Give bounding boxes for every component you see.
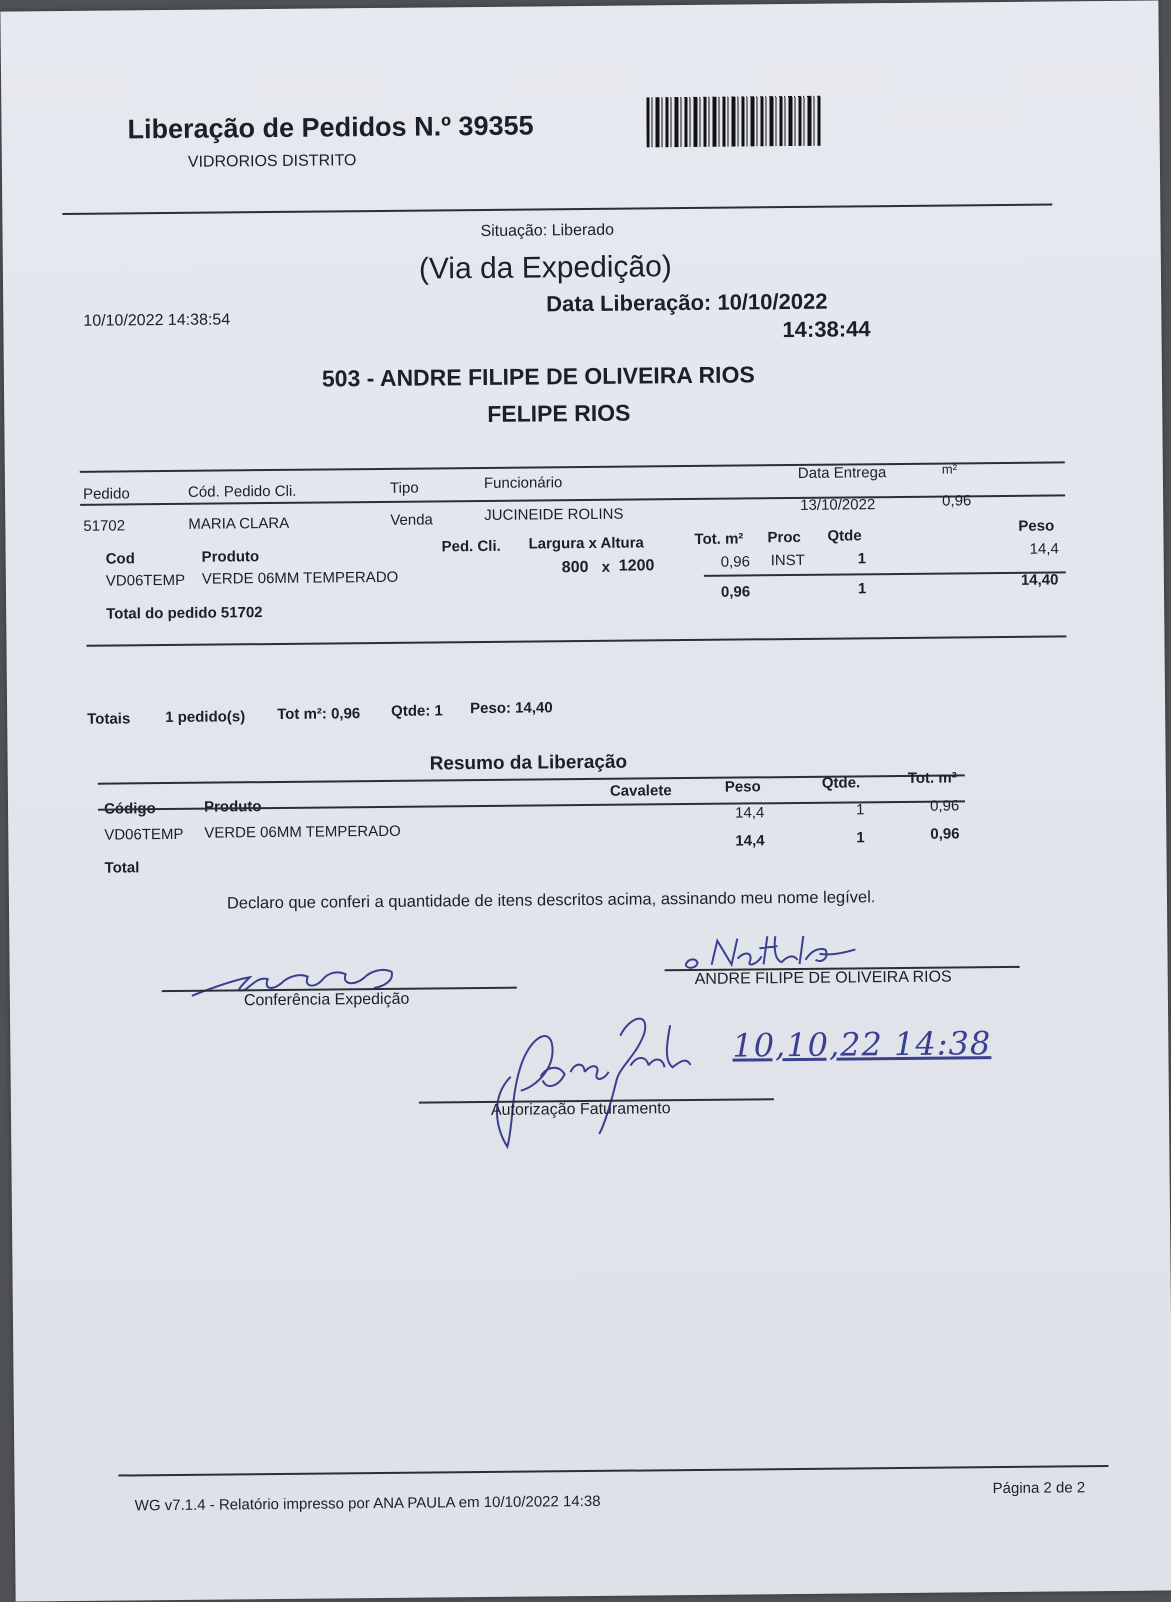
- resumo-col-codigo: Código: [103, 800, 156, 818]
- resumo-total-label: Total: [104, 859, 140, 877]
- totals-tot-m2: Tot m²: 0,96: [277, 705, 361, 723]
- document-title: Liberação de Pedidos N.º 39355: [127, 110, 534, 145]
- resumo-total-tot-m2: 0,96: [930, 825, 960, 843]
- order-top-rule: [80, 461, 1065, 472]
- order-total-label: Total do pedido 51702: [106, 604, 263, 623]
- col-m2: m²: [941, 461, 958, 477]
- resumo-col-tot-m2: Tot. m²: [907, 769, 957, 787]
- resumo-title: Resumo da Liberação: [429, 751, 628, 775]
- footer-printed-by: WG v7.1.4 - Relatório impresso por ANA PAULA em 10/10/2022 14:38: [134, 1492, 601, 1515]
- item-col-ped-cli: Ped. Cli.: [441, 537, 501, 556]
- funcionario-value: JUCINEIDE ROLINS: [484, 505, 624, 524]
- resumo-col-qtde: Qtde.: [821, 774, 861, 792]
- totals-qtde: Qtde: 1: [391, 702, 443, 720]
- cod-pedido-cli-value: MARIA CLARA: [188, 514, 290, 533]
- item-altura: 1200: [618, 557, 655, 575]
- resumo-row-codigo: VD06TEMP: [104, 825, 184, 844]
- footer-page: Página 2 de 2: [992, 1479, 1086, 1498]
- signature-cliente: [679, 929, 869, 973]
- resumo-row-produto: VERDE 06MM TEMPERADO: [204, 822, 401, 842]
- data-liberacao: Data Liberação: 10/10/2022: [546, 288, 828, 317]
- m2-value: 0,96: [942, 492, 972, 510]
- item-tot-m2: 0,96: [720, 553, 750, 571]
- resumo-col-cavalete: Cavalete: [609, 782, 672, 800]
- item-col-produto: Produto: [201, 548, 260, 566]
- item-x: x: [601, 558, 611, 576]
- autorizacao-label: Autorização Faturamento: [490, 1100, 671, 1119]
- header-rule: [62, 204, 1052, 215]
- resumo-total-peso: 14,4: [735, 832, 765, 850]
- item-total-rule: [704, 571, 1066, 576]
- resumo-total-qtde: 1: [856, 829, 865, 847]
- data-liberacao-time: 14:38:44: [782, 316, 871, 343]
- order-total-m2: 0,96: [720, 583, 751, 601]
- item-col-largura-altura: Largura x Altura: [528, 534, 644, 553]
- declaration-text: Declaro que conferi a quantidade de itens descritos acima, assinando meu nome legível.: [226, 888, 876, 913]
- pedido-value: 51702: [83, 517, 126, 535]
- col-pedido: Pedido: [82, 485, 130, 503]
- item-col-peso: Peso: [1018, 517, 1055, 535]
- totals-peso: Peso: 14,40: [470, 699, 553, 718]
- item-peso: 14,4: [1029, 540, 1059, 558]
- handwritten-date: 10,10,22 14:38: [732, 1024, 992, 1065]
- item-produto: VERDE 06MM TEMPERADO: [201, 568, 399, 588]
- situacao: Situação: Liberado: [480, 221, 615, 240]
- client-nickname: FELIPE RIOS: [487, 399, 631, 427]
- resumo-col-peso: Peso: [724, 778, 761, 796]
- resumo-row-qtde: 1: [856, 801, 865, 819]
- company-name: VIDRORIOS DISTRITO: [187, 152, 357, 171]
- footer-rule: [118, 1465, 1108, 1476]
- cliente-label: ANDRE FILIPE DE OLIVEIRA RIOS: [694, 968, 952, 988]
- item-qtde: 1: [857, 550, 867, 568]
- col-cod-pedido-cli: Cód. Pedido Cli.: [187, 482, 297, 501]
- item-largura: 800: [561, 558, 589, 577]
- barcode: [646, 96, 821, 148]
- totals-label: Totais: [87, 710, 131, 728]
- resumo-row-peso: 14,4: [735, 804, 765, 822]
- item-col-tot-m2: Tot. m²: [694, 530, 744, 548]
- col-funcionario: Funcionário: [483, 474, 563, 492]
- resumo-row-tot-m2: 0,96: [929, 797, 960, 815]
- col-data-entrega: Data Entrega: [797, 464, 887, 482]
- item-cod: VD06TEMP: [105, 571, 186, 590]
- item-proc: INST: [770, 551, 805, 570]
- order-total-peso: 14,40: [1020, 571, 1059, 589]
- order-total-qtde: 1: [857, 580, 867, 598]
- item-col-cod: Cod: [105, 550, 135, 568]
- col-tipo: Tipo: [389, 479, 419, 497]
- signature-autorizacao: [480, 1005, 711, 1157]
- client-name: 503 - ANDRE FILIPE DE OLIVEIRA RIOS: [321, 361, 755, 392]
- item-col-qtde: Qtde: [827, 527, 862, 545]
- tipo-value: Venda: [390, 511, 433, 529]
- item-col-proc: Proc: [767, 528, 801, 547]
- conferencia-label: Conferência Expedição: [243, 990, 410, 1010]
- order-bottom-rule: [86, 635, 1066, 646]
- print-datetime: 10/10/2022 14:38:54: [83, 311, 231, 330]
- data-entrega-value: 13/10/2022: [800, 496, 876, 514]
- via-label: (Via da Expedição): [418, 250, 672, 286]
- totals-pedidos: 1 pedido(s): [165, 708, 246, 727]
